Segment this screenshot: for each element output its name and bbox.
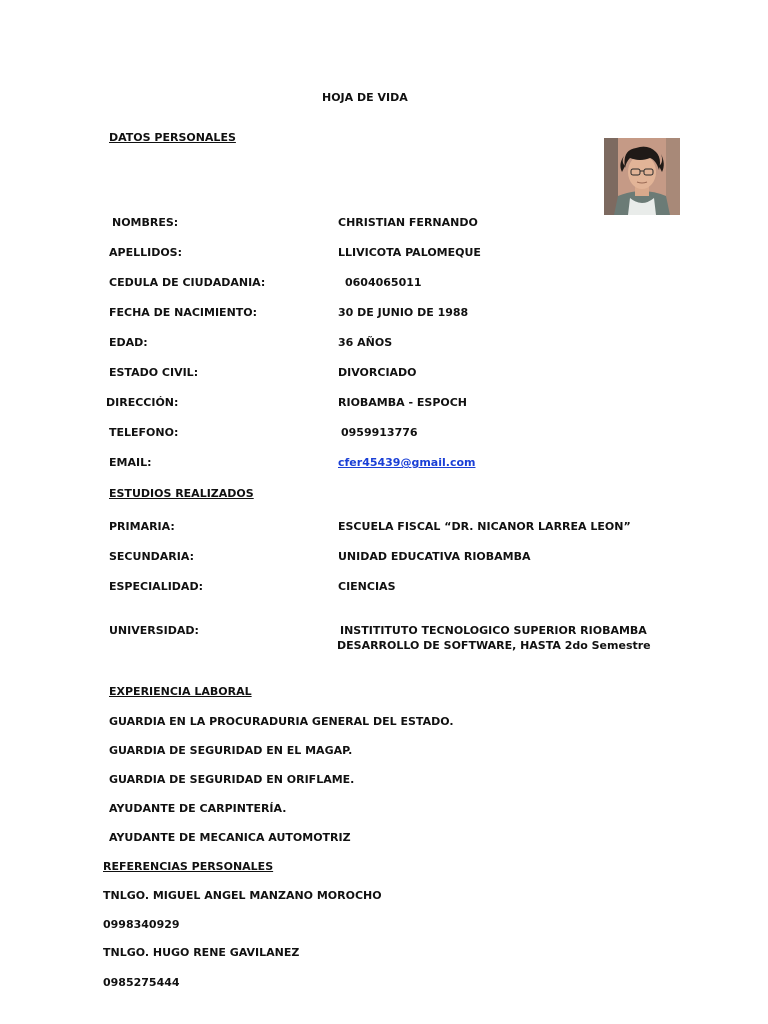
experience-item: AYUDANTE DE MECANICA AUTOMOTRIZ: [109, 831, 351, 844]
section-heading-datos-personales: DATOS PERSONALES: [109, 131, 236, 144]
label-telefono: TELEFONO:: [109, 426, 179, 439]
person-portrait-icon: [604, 138, 680, 215]
value-secundaria: UNIDAD EDUCATIVA RIOBAMBA: [338, 550, 531, 563]
value-apellidos: LLIVICOTA PALOMEQUE: [338, 246, 481, 259]
label-estado-civil: ESTADO CIVIL:: [109, 366, 199, 379]
value-cedula: 0604065011: [345, 276, 422, 289]
value-especialidad: CIENCIAS: [338, 580, 396, 593]
label-edad: EDAD:: [109, 336, 148, 349]
experience-item: GUARDIA DE SEGURIDAD EN ORIFLAME.: [109, 773, 355, 786]
reference-phone: 0998340929: [103, 918, 180, 931]
value-edad: 36 AÑOS: [338, 336, 393, 349]
label-apellidos: APELLIDOS:: [109, 246, 183, 259]
label-direccion: DIRECCIÓN:: [106, 396, 179, 409]
experience-item: AYUDANTE DE CARPINTERÍA.: [109, 802, 287, 815]
label-fecha-nacimiento: FECHA DE NACIMIENTO:: [109, 306, 258, 319]
value-universidad-line2: DESARROLLO DE SOFTWARE, HASTA 2do Semestre: [337, 639, 651, 652]
value-fecha-nacimiento: 30 DE JUNIO DE 1988: [338, 306, 469, 319]
label-nombres: NOMBRES:: [112, 216, 179, 229]
section-heading-referencias: REFERENCIAS PERSONALES: [103, 860, 274, 873]
reference-name: TNLGO. MIGUEL ANGEL MANZANO MOROCHO: [103, 889, 382, 902]
value-primaria: ESCUELA FISCAL “DR. NICANOR LARREA LEON”: [338, 520, 631, 533]
profile-photo: [604, 138, 680, 215]
label-email: EMAIL:: [109, 456, 152, 469]
label-especialidad: ESPECIALIDAD:: [109, 580, 203, 593]
reference-phone: 0985275444: [103, 976, 180, 989]
value-nombres: CHRISTIAN FERNANDO: [338, 216, 478, 229]
label-primaria: PRIMARIA:: [109, 520, 175, 533]
value-estado-civil: DIVORCIADO: [338, 366, 417, 379]
email-link[interactable]: cfer45439@gmail.com: [338, 456, 476, 469]
page-title: HOJA DE VIDA: [322, 91, 408, 104]
experience-item: GUARDIA EN LA PROCURADURIA GENERAL DEL ESTADO.: [109, 715, 454, 728]
section-heading-estudios: ESTUDIOS REALIZADOS: [109, 487, 254, 500]
value-telefono: 0959913776: [341, 426, 418, 439]
value-direccion: RIOBAMBA - ESPOCH: [338, 396, 468, 409]
section-heading-experiencia: EXPERIENCIA LABORAL: [109, 685, 252, 698]
value-universidad: INSTITITUTO TECNOLOGICO SUPERIOR RIOBAMBA: [340, 624, 647, 637]
experience-item: GUARDIA DE SEGURIDAD EN EL MAGAP.: [109, 744, 353, 757]
label-secundaria: SECUNDARIA:: [109, 550, 194, 563]
reference-name: TNLGO. HUGO RENE GAVILANEZ: [103, 946, 300, 959]
label-cedula: CEDULA DE CIUDADANIA:: [109, 276, 266, 289]
label-universidad: UNIVERSIDAD:: [109, 624, 199, 637]
